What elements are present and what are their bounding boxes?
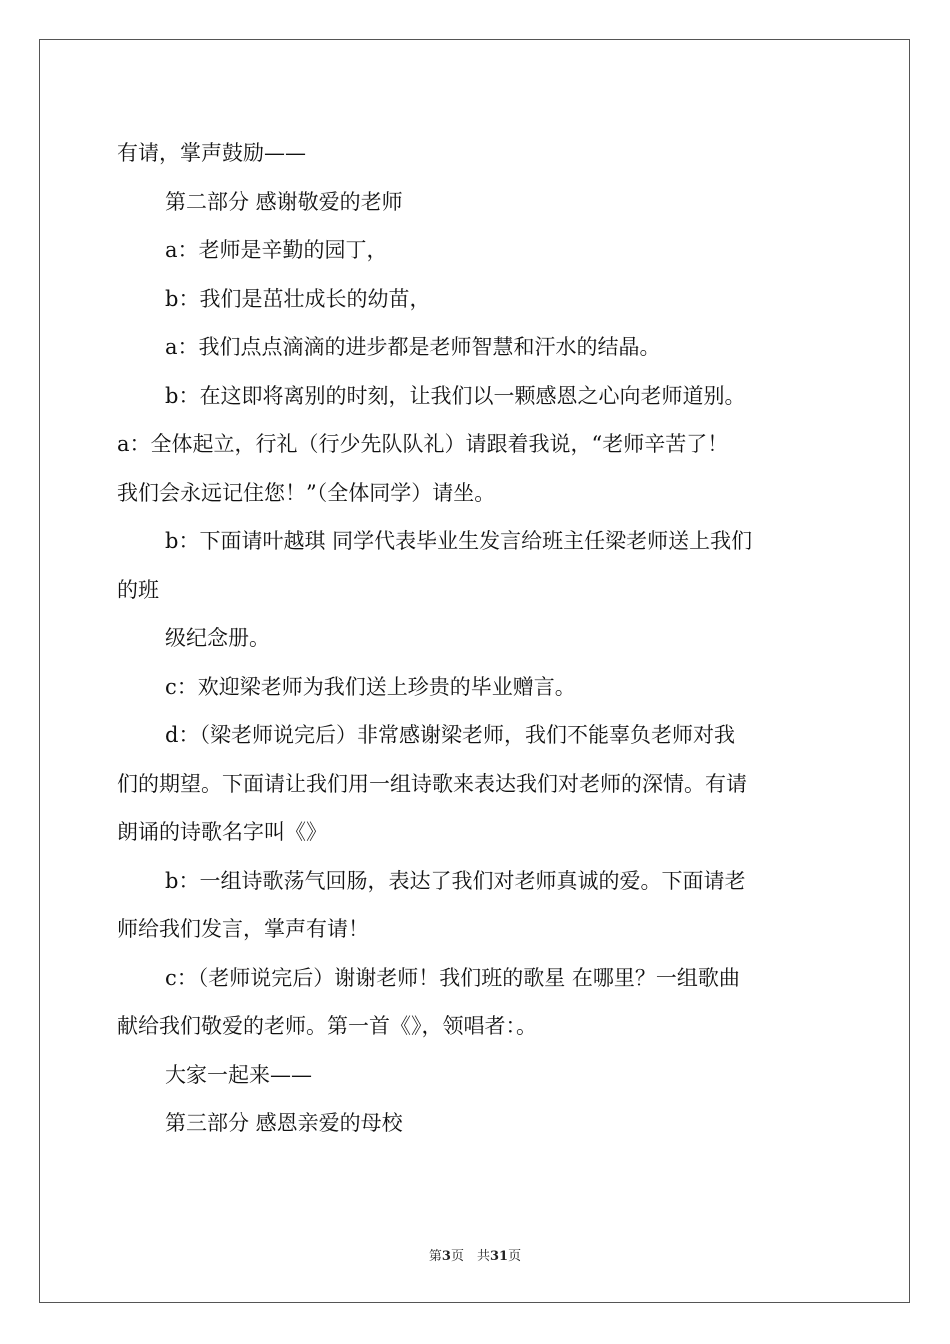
page-footer: [0, 1248, 950, 1266]
line-21: 第三部分 感恩亲爱的母校: [165, 1111, 403, 1135]
line-3: a：老师是辛勤的园丁，: [165, 238, 388, 262]
line-12: c：欢迎梁老师为我们送上珍贵的毕业赠言。: [165, 674, 576, 699]
footer-total-pages: 31: [489, 1249, 509, 1264]
line-18: c：（老师说完后）谢谢老师！我们班的歌星 在哪里？一组歌曲: [165, 965, 740, 990]
line-1: 有请，掌声鼓励——: [117, 141, 306, 165]
line-13: d：（梁老师说完后）非常感谢梁老师，我们不能辜负老师对我: [165, 723, 735, 747]
line-9: b：下面请叶越琪 同学代表毕业生发言给班主任梁老师送上我们: [165, 529, 753, 553]
line-15: 朗诵的诗歌名字叫《》: [117, 820, 327, 844]
line-2: 第二部分 感谢敬爱的老师: [165, 189, 403, 214]
footer-page-number: 3: [441, 1249, 451, 1264]
line-19: 献给我们敬爱的老师。第一首《》，领唱者：。: [117, 1014, 537, 1038]
line-5: a：我们点点滴滴的进步都是老师智慧和汗水的结晶。: [165, 335, 661, 359]
line-6: b：在这即将离别的时刻，让我们以一颗感恩之心向老师道别。: [165, 383, 746, 408]
line-7: a：全体起立，行礼（行少先队队礼）请跟着我说，“老师辛苦了！: [117, 432, 729, 456]
line-4: b：我们是茁壮成长的幼苗，: [165, 286, 431, 311]
footer-suffix: 页: [508, 1249, 522, 1264]
footer-mid: 页 共: [450, 1249, 490, 1264]
line-8: 我们会永远记住您！”（全体同学）请坐。: [117, 480, 496, 505]
footer-prefix: 第: [428, 1249, 442, 1264]
document-body: [117, 129, 837, 1148]
line-17: 师给我们发言，掌声有请！: [117, 917, 369, 941]
line-14: 们的期望。下面请让我们用一组诗歌来表达我们对老师的深情。有请: [117, 771, 747, 796]
line-10: 的班: [117, 577, 159, 602]
line-16: b：一组诗歌荡气回肠，表达了我们对老师真诚的爱。下面请老: [165, 868, 746, 893]
line-20: 大家一起来——: [165, 1062, 312, 1087]
line-11: 级纪念册。: [165, 626, 270, 650]
